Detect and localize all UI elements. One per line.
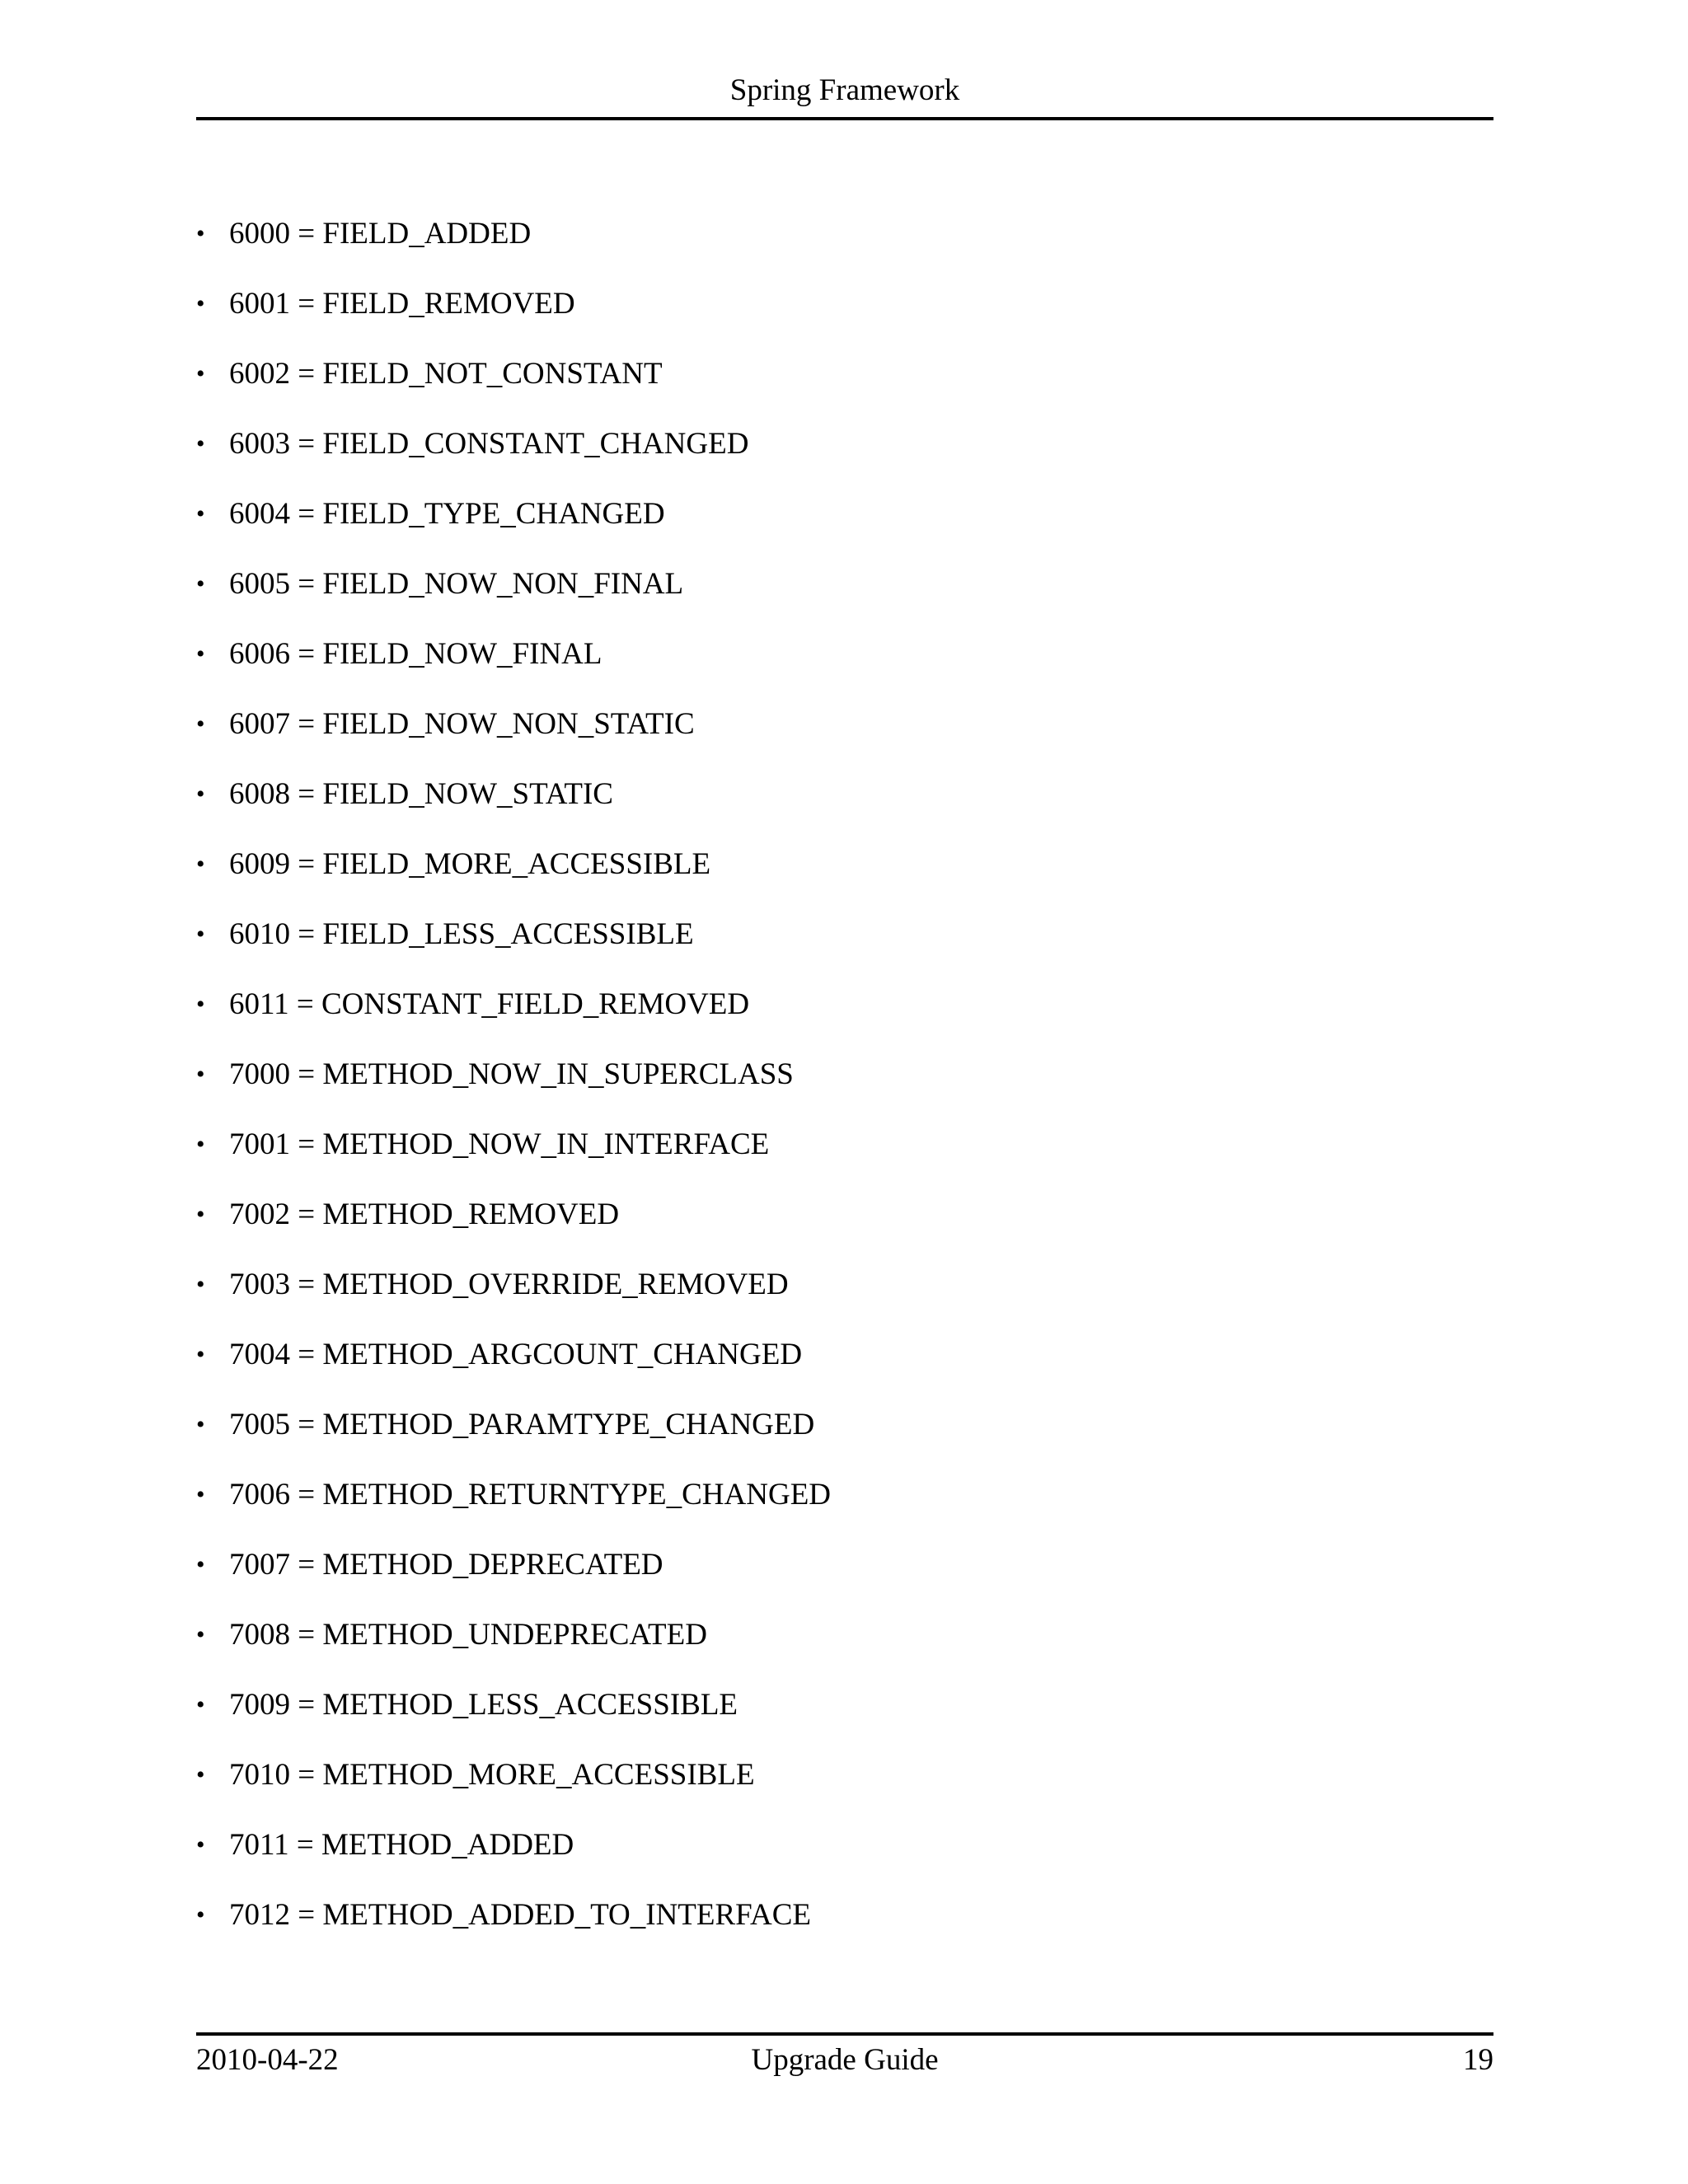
page-footer	[196, 2032, 1493, 2085]
page-header	[196, 73, 1493, 120]
list-item-text: 7000 = METHOD_NOW_IN_SUPERCLASS	[229, 1057, 794, 1091]
list-item-text: 6006 = FIELD_NOW_FINAL	[229, 637, 603, 671]
list-item-text: 7001 = METHOD_NOW_IN_INTERFACE	[229, 1127, 770, 1161]
list-item-text: 7005 = METHOD_PARAMTYPE_CHANGED	[229, 1408, 815, 1441]
list-item-text: 6002 = FIELD_NOT_CONSTANT	[229, 357, 663, 391]
footer-title: Upgrade Guide	[751, 2043, 939, 2077]
bullet-icon: •	[196, 1621, 205, 1648]
list-item-text: 7011 = METHOD_ADDED	[229, 1828, 574, 1862]
list-item-text: 6009 = FIELD_MORE_ACCESSIBLE	[229, 847, 711, 881]
list-item-text: 7012 = METHOD_ADDED_TO_INTERFACE	[229, 1898, 812, 1932]
header-title: Spring Framework	[729, 73, 960, 107]
bullet-icon: •	[196, 1901, 205, 1929]
list-item-text: 7006 = METHOD_RETURNTYPE_CHANGED	[229, 1478, 832, 1511]
list-item-text: 6004 = FIELD_TYPE_CHANGED	[229, 497, 665, 531]
list-item-text: 6007 = FIELD_NOW_NON_STATIC	[229, 707, 695, 741]
list-item-text: 7008 = METHOD_UNDEPRECATED	[229, 1618, 707, 1652]
list-item-text: 6000 = FIELD_ADDED	[229, 217, 532, 251]
bullet-icon: •	[196, 780, 205, 808]
bullet-icon: •	[196, 1551, 205, 1578]
bullet-icon: •	[196, 1201, 205, 1228]
header-rule	[196, 117, 1493, 120]
bullet-icon: •	[196, 1761, 205, 1788]
list-item-text: 7009 = METHOD_LESS_ACCESSIBLE	[229, 1688, 738, 1722]
footer-date: 2010-04-22	[196, 2043, 339, 2077]
list-item-text: 7010 = METHOD_MORE_ACCESSIBLE	[229, 1758, 755, 1792]
list-item-text: 7003 = METHOD_OVERRIDE_REMOVED	[229, 1268, 789, 1301]
footer-rule	[196, 2032, 1493, 2036]
bullet-icon: •	[196, 710, 205, 738]
list-item-text: 6001 = FIELD_REMOVED	[229, 287, 575, 321]
list-item-text: 6008 = FIELD_NOW_STATIC	[229, 777, 613, 811]
page-number: 19	[1463, 2043, 1493, 2077]
bullet-icon: •	[196, 1411, 205, 1438]
list-item-text: 6010 = FIELD_LESS_ACCESSIBLE	[229, 917, 694, 951]
bullet-icon: •	[196, 921, 205, 948]
list-item-text: 6011 = CONSTANT_FIELD_REMOVED	[229, 987, 750, 1021]
bullet-icon: •	[196, 360, 205, 387]
bullet-icon: •	[196, 500, 205, 527]
bullet-icon: •	[196, 220, 205, 247]
bullet-icon: •	[196, 1481, 205, 1508]
bullet-icon: •	[196, 640, 205, 668]
bullet-icon: •	[196, 1061, 205, 1088]
bullet-icon: •	[196, 290, 205, 317]
bullet-icon: •	[196, 1271, 205, 1298]
list-item-text: 7002 = METHOD_REMOVED	[229, 1197, 620, 1231]
bullet-icon: •	[196, 991, 205, 1018]
bullet-icon: •	[196, 1691, 205, 1718]
bullet-icon: •	[196, 1341, 205, 1368]
list-item-text: 7004 = METHOD_ARGCOUNT_CHANGED	[229, 1338, 803, 1371]
bullet-icon: •	[196, 430, 205, 457]
list-item-text: 6003 = FIELD_CONSTANT_CHANGED	[229, 427, 749, 461]
list-item-text: 7007 = METHOD_DEPRECATED	[229, 1548, 663, 1582]
bullet-icon: •	[196, 851, 205, 878]
list-item-text: 6005 = FIELD_NOW_NON_FINAL	[229, 567, 684, 601]
bullet-icon: •	[196, 1131, 205, 1158]
bullet-icon: •	[196, 570, 205, 598]
bullet-icon: •	[196, 1831, 205, 1858]
